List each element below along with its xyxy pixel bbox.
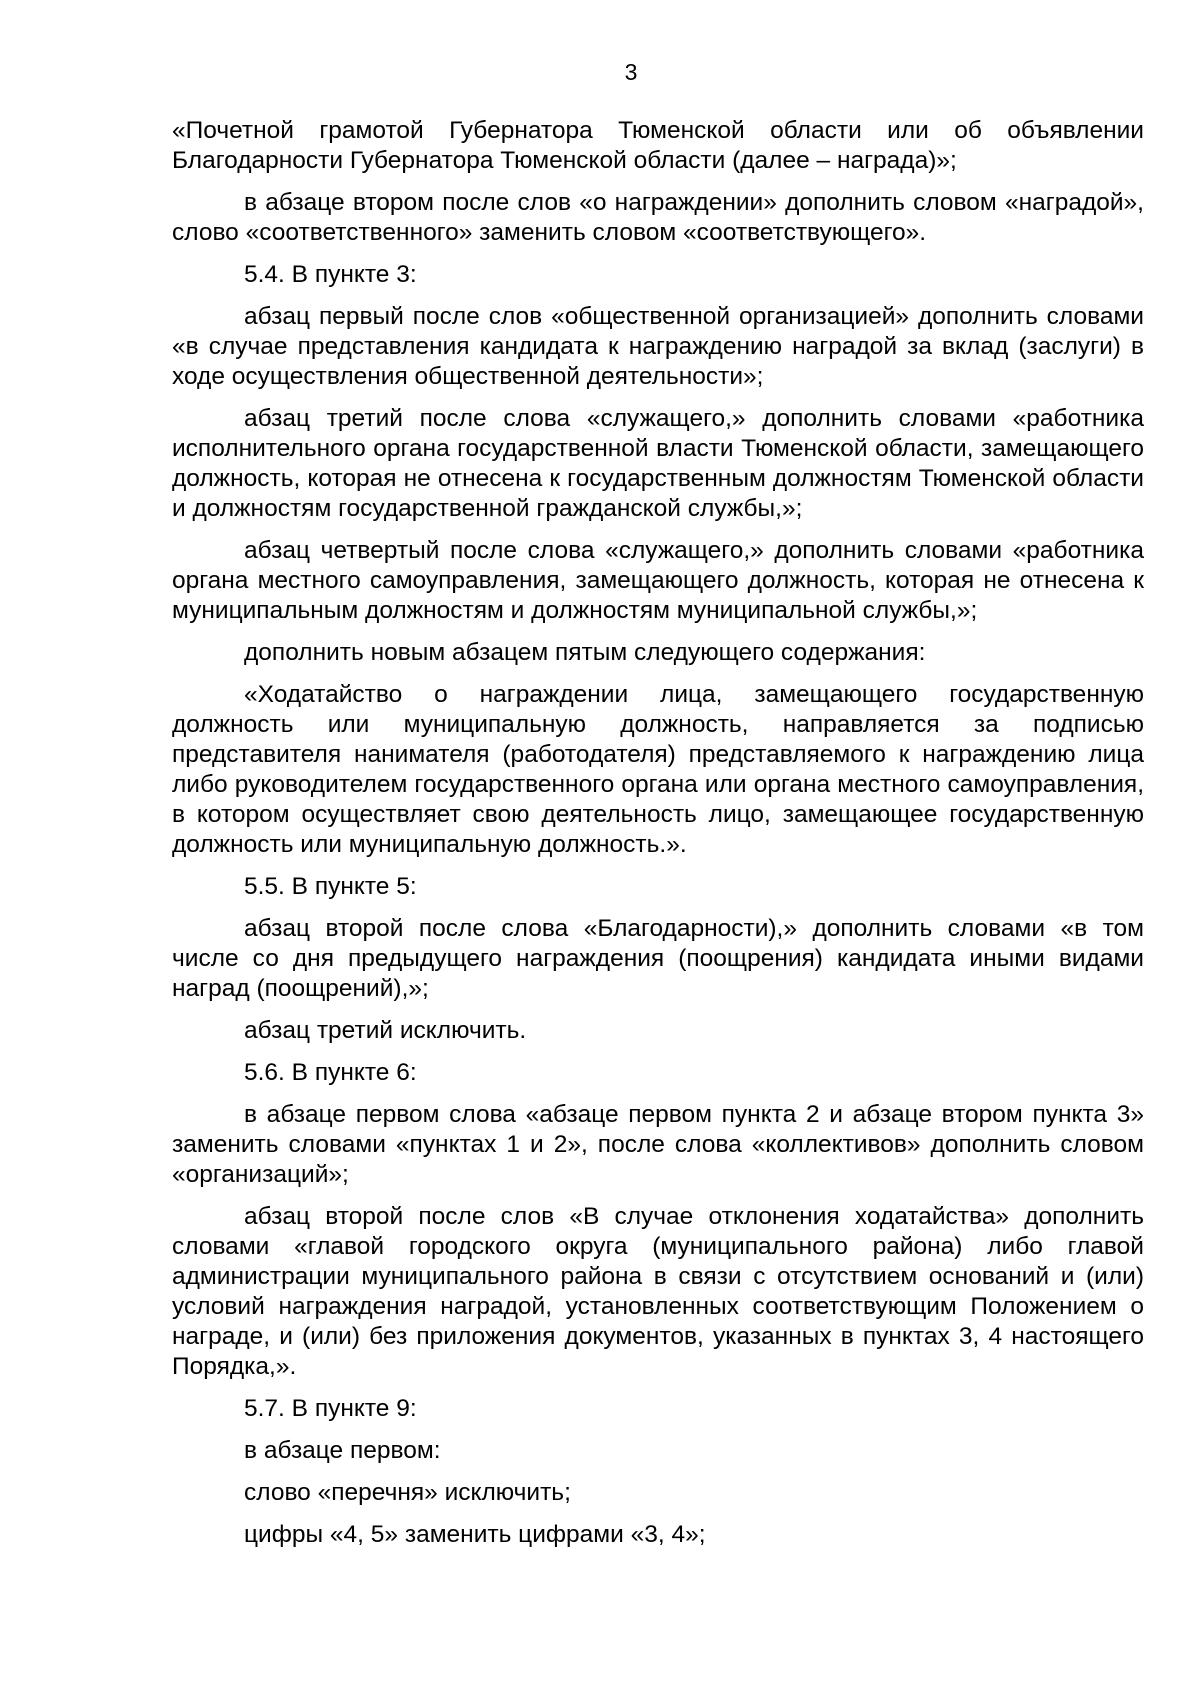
paragraph: абзац второй после слова «Благодарности),» дополнить словами «в том числе со дня предыдущего награждения (поощрения) кандидата иными видами наград (поощрений),»;	[172, 915, 1144, 1002]
section-heading-5-5: 5.5. В пункте 5:	[244, 873, 417, 900]
paragraph: в абзаце первом:	[244, 1437, 441, 1464]
section-heading-5-6: 5.6. В пункте 6:	[244, 1059, 417, 1086]
section-heading-5-7: 5.7. В пункте 9:	[244, 1395, 417, 1422]
paragraph-continuation: «Почетной грамотой Губернатора Тюменской области или об объявлении Благодарности Губернатора Тюменской области (далее – награда)»;	[172, 117, 1144, 174]
paragraph-quoted-text: «Ходатайство о награждении лица, замещающего государственную должность или муниципальную должность, направляется за подписью представителя нанимателя (работодателя) представляемого к награждению лица либо руководителем государственного органа или органа местного самоуправления, в котором осуществляет свою деятельность лицо, замещающее государственную должность или муниципальную должность.».	[172, 681, 1144, 858]
document-body	[172, 116, 1144, 1550]
paragraph: абзац третий после слова «служащего,» дополнить словами «работника исполнительного органа государственной власти Тюменской области, замещающего должность, которая не отнесена к государственным должностям Тюменской области и должностям государственной гражданской службы,»;	[172, 405, 1144, 522]
paragraph: в абзаце первом слова «абзаце первом пункта 2 и абзаце втором пункта 3» заменить словами «пунктах 1 и 2», после слова «коллективов» дополнить словом «организаций»;	[172, 1101, 1144, 1188]
paragraph: в абзаце втором после слов «о награждении» дополнить словом «наградой», слово «соответственного» заменить словом «соответствующего».	[172, 189, 1144, 246]
page-number: 3	[624, 59, 638, 85]
paragraph: цифры «4, 5» заменить цифрами «3, 4»;	[244, 1521, 706, 1548]
paragraph: абзац второй после слов «В случае отклонения ходатайства» дополнить словами «главой городского округа (муниципального района) либо главой администрации муниципального района в связи с отсутствием оснований и (или) условий награждения наградой, установленных соответствующим Положением о награде, и (или) без приложения документов, указанных в пунктах 3, 4 настоящего Порядка,».	[172, 1203, 1144, 1380]
paragraph: абзац третий исключить.	[244, 1017, 527, 1044]
paragraph: абзац четвертый после слова «служащего,» дополнить словами «работника органа местного самоуправления, замещающего должность, которая не отнесена к муниципальным должностям и должностям муниципальной службы,»;	[172, 537, 1144, 624]
section-heading-5-4: 5.4. В пункте 3:	[244, 261, 417, 288]
paragraph: слово «перечня» исключить;	[244, 1479, 571, 1506]
paragraph: дополнить новым абзацем пятым следующего содержания:	[244, 639, 926, 666]
paragraph: абзац первый после слов «общественной организацией» дополнить словами «в случае представления кандидата к награждению наградой за вклад (заслуги) в ходе осуществления общественной деятельности»;	[172, 303, 1144, 390]
